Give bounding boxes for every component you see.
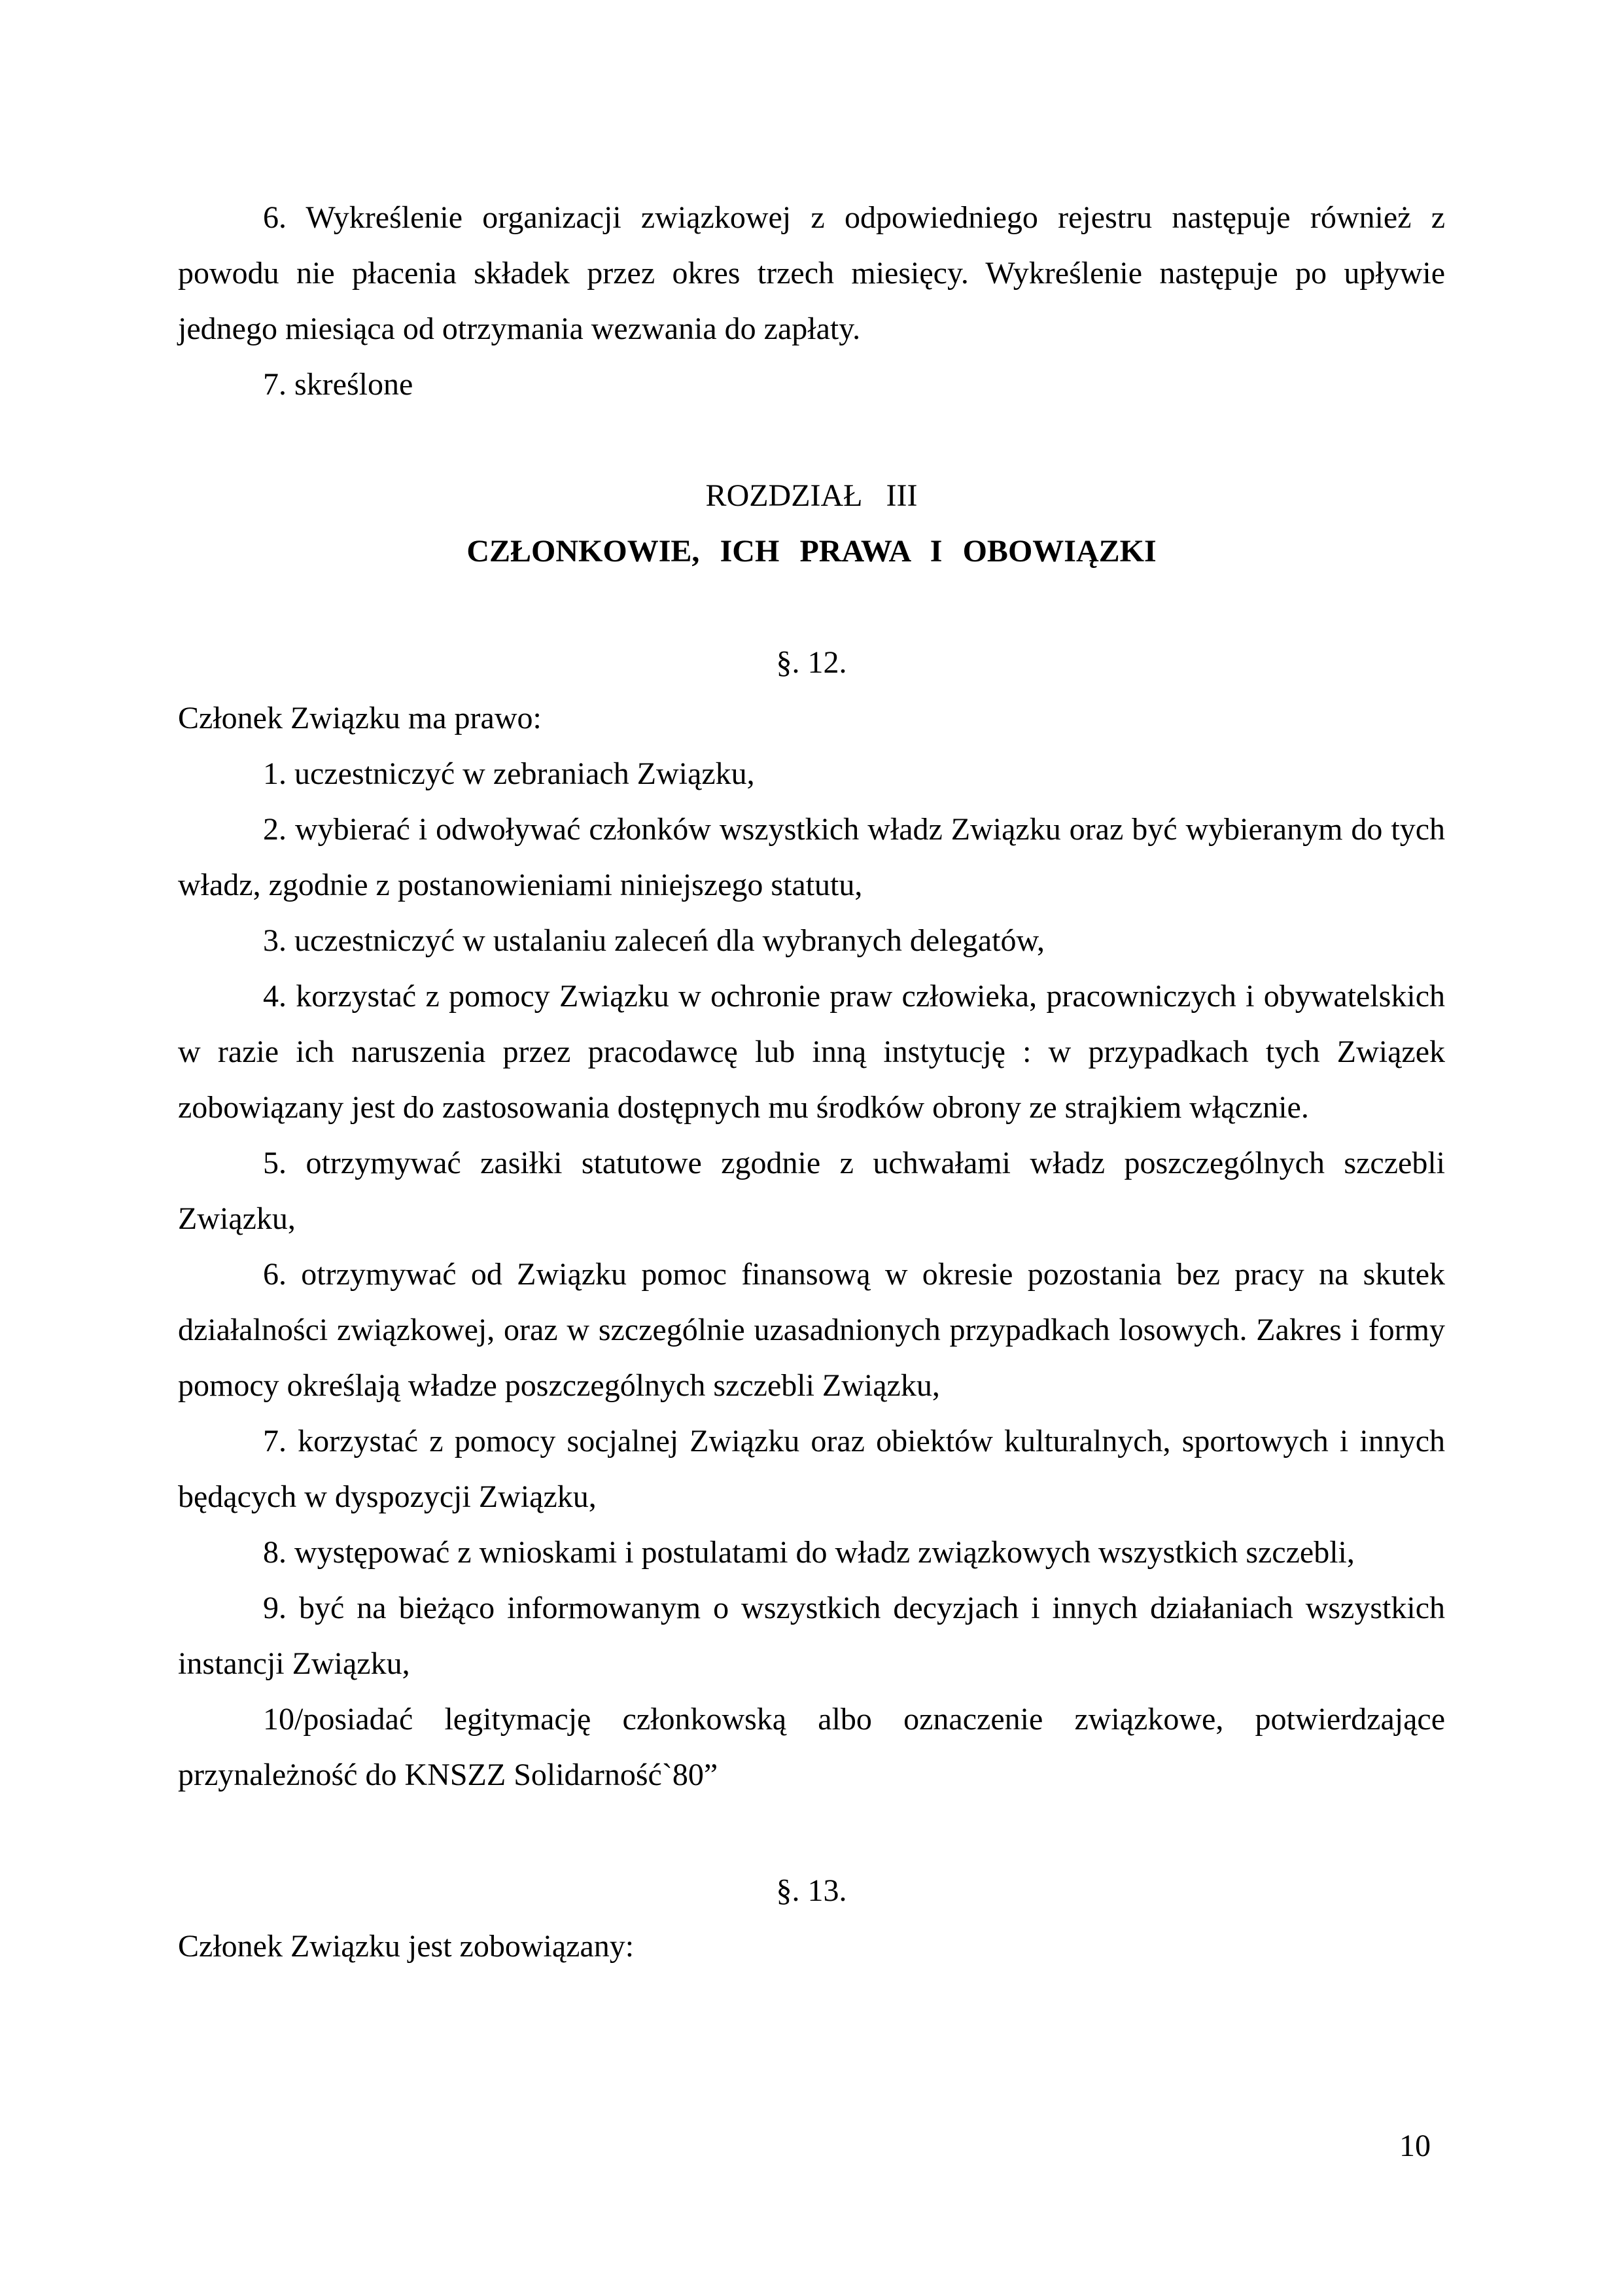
paragraph-6-deregistration: 6. Wykreślenie organizacji związkowej z odpowiedniego rejestru następuje również z powodu nie płacenia składek przez okres trzech miesięcy. Wykreślenie następuje po upływie jednego miesiąca od otrzymania wezwania do zapłaty.: [178, 200, 1445, 346]
members-duties-intro: Członek Związku jest zobowiązany:: [178, 1929, 635, 1964]
right-item-1: 1. uczestniczyć w zebraniach Związku,: [263, 756, 755, 791]
chapter-number-heading: ROZDZIAŁ III: [705, 478, 918, 513]
right-item-4: 4. korzystać z pomocy Związku w ochronie praw człowieka, pracowniczych i obywatelskich w razie ich naruszenia przez pracodawcę lub inną instytucję : w przypadkach tych Związek zobowiązany jest do zastosowania dostępnych mu środków obrony ze strajkiem włącznie.: [178, 979, 1445, 1125]
section-12-heading: §. 12.: [776, 645, 847, 680]
right-item-3: 3. uczestniczyć w ustalaniu zaleceń dla wybranych delegatów,: [263, 923, 1045, 958]
right-item-8: 8. występować z wnioskami i postulatami do władz związkowych wszystkich szczebli,: [263, 1535, 1355, 1570]
right-item-5: 5. otrzymywać zasiłki statutowe zgodnie z uchwałami władz poszczególnych szczebli Związku,: [178, 1146, 1445, 1236]
right-item-6: 6. otrzymywać od Związku pomoc finansową w okresie pozostania bez pracy na skutek działalności związkowej, oraz w szczególnie uzasadnionych przypadkach losowych. Zakres i formy pomocy określają władze poszczególnych szczebli Związku,: [178, 1257, 1445, 1403]
paragraph-7-deleted: 7. skreślone: [263, 367, 413, 402]
right-item-10: 10/posiadać legitymację członkowską albo oznaczenie związkowe, potwierdzające przynależność do KNSZZ Solidarność`80”: [178, 1702, 1445, 1792]
right-item-9: 9. być na bieżąco informowanym o wszystkich decyzjach i innych działaniach wszystkich instancji Związku,: [178, 1591, 1445, 1681]
page-number: 10: [1399, 2128, 1431, 2163]
right-item-7: 7. korzystać z pomocy socjalnej Związku oraz obiektów kulturalnych, sportowych i innych będących w dyspozycji Związku,: [178, 1424, 1445, 1514]
right-item-2: 2. wybierać i odwoływać członków wszystkich władz Związku oraz być wybieranym do tych władz, zgodnie z postanowieniami niniejszego statutu,: [178, 812, 1445, 902]
chapter-title-heading: CZŁONKOWIE, ICH PRAWA I OBOWIĄZKI: [466, 534, 1157, 569]
members-rights-intro: Członek Związku ma prawo:: [178, 701, 542, 735]
section-13-heading: §. 13.: [776, 1873, 847, 1908]
